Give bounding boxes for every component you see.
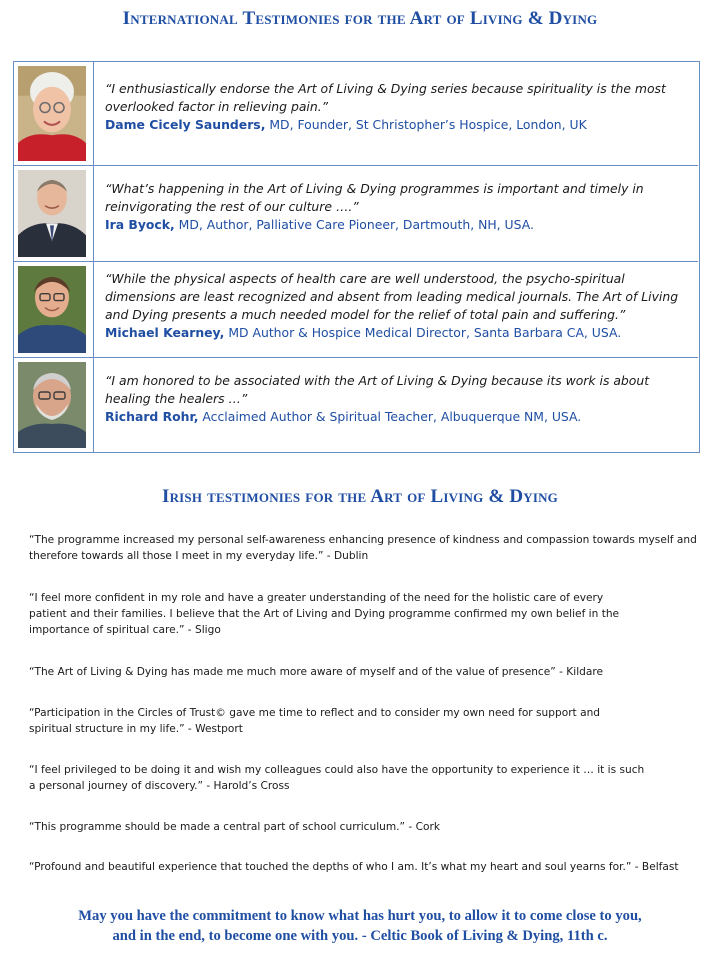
photo-cell	[14, 166, 94, 261]
testimonial-attribution	[105, 408, 692, 426]
testimonial-name: Michael Kearney,	[105, 325, 225, 340]
testimonial-row	[14, 262, 698, 358]
photo-cell	[14, 262, 94, 357]
testimonial-attribution	[105, 216, 692, 234]
closing-line-1: May you have the commitment to know what has hurt you, to allow it to come close to you,	[78, 908, 642, 924]
irish-quote: “Profound and beautiful experience that touched the depths of who I am. It’s what my heart and soul yearns for.” - Belfast	[29, 861, 679, 873]
testimonial-name: Richard Rohr,	[105, 409, 199, 424]
testimonial-name: Dame Cicely Saunders,	[105, 117, 266, 132]
irish-quote: “I feel privileged to be doing it and wish my colleagues could also have the opportunity to experience it … it is such a personal journey of discovery.” - Harold’s Cross	[29, 764, 645, 792]
testimonial-quote: “I enthusiastically endorse the Art of Living & Dying series because spirituality is the most overlooked factor in relieving pain.”	[105, 81, 666, 114]
irish-quote: “This programme should be made a central part of school curriculum.” - Cork	[29, 821, 440, 833]
photo-cell	[14, 62, 94, 165]
testimonial-row	[14, 358, 698, 452]
testimonial-row	[14, 166, 698, 262]
closing-blessing	[0, 906, 720, 946]
portrait-man-suit-icon	[18, 170, 86, 257]
irish-quote: “Participation in the Circles of Trust© gave me time to reflect and to consider my own need for support and spiritual structure in my life.” - Westport	[29, 707, 601, 735]
closing-line-2: and in the end, to become one with you. - Celtic Book of Living & Dying, 11th c.	[112, 928, 608, 944]
testimonial-attribution	[105, 324, 692, 342]
portrait-man-beard-icon	[18, 362, 86, 448]
photo-cell	[14, 358, 94, 452]
international-testimonials-table	[13, 61, 700, 453]
testimonial-quote: “I am honored to be associated with the Art of Living & Dying because its work is about healing the healers …”	[105, 373, 650, 406]
testimonial-text	[105, 180, 692, 234]
irish-quote: “The Art of Living & Dying has made me much more aware of myself and of the value of presence” - Kildare	[29, 666, 604, 678]
testimonial-text	[105, 80, 692, 134]
testimonial-credentials: Acclaimed Author & Spiritual Teacher, Albuquerque NM, USA.	[198, 409, 582, 424]
testimonial-text	[105, 270, 692, 342]
international-title: International Testimonies for the Art of Living & Dying	[122, 8, 598, 29]
testimonial-name: Ira Byock,	[105, 217, 175, 232]
testimonial-credentials: MD, Founder, St Christopher’s Hospice, London, UK	[265, 117, 587, 132]
portrait-woman-icon	[18, 66, 86, 161]
testimonial-row	[14, 62, 698, 166]
portrait-man-glasses-icon	[18, 266, 86, 353]
testimonial-quote: “While the physical aspects of health care are well understood, the psycho-spiritual dimensions are least recognized and absent from leading medical journals. The Art of Living and Dying presents a much needed model for the relief of total pain and suffering.”	[105, 271, 679, 322]
testimonial-text	[105, 372, 692, 426]
testimonial-credentials: MD Author & Hospice Medical Director, Santa Barbara CA, USA.	[224, 325, 622, 340]
irish-quote: “I feel more confident in my role and have a greater understanding of the need for the holistic care of every patient and their families. I believe that the Art of Living and Dying programme confirmed my own belief in the importance of spiritual care.” - Sligo	[29, 592, 620, 636]
testimonial-attribution	[105, 116, 692, 134]
irish-quote: “The programme increased my personal self-awareness enhancing presence of kindness and compassion towards myself and therefore towards all those I meet in my everyday life.” - Dublin	[29, 534, 697, 562]
testimonial-credentials: MD, Author, Palliative Care Pioneer, Dartmouth, NH, USA.	[174, 217, 534, 232]
testimonial-quote: “What’s happening in the Art of Living & Dying programmes is important and timely in reinvigorating the rest of our culture ….”	[105, 181, 644, 214]
irish-title: Irish testimonies for the Art of Living & Dying	[161, 486, 558, 507]
